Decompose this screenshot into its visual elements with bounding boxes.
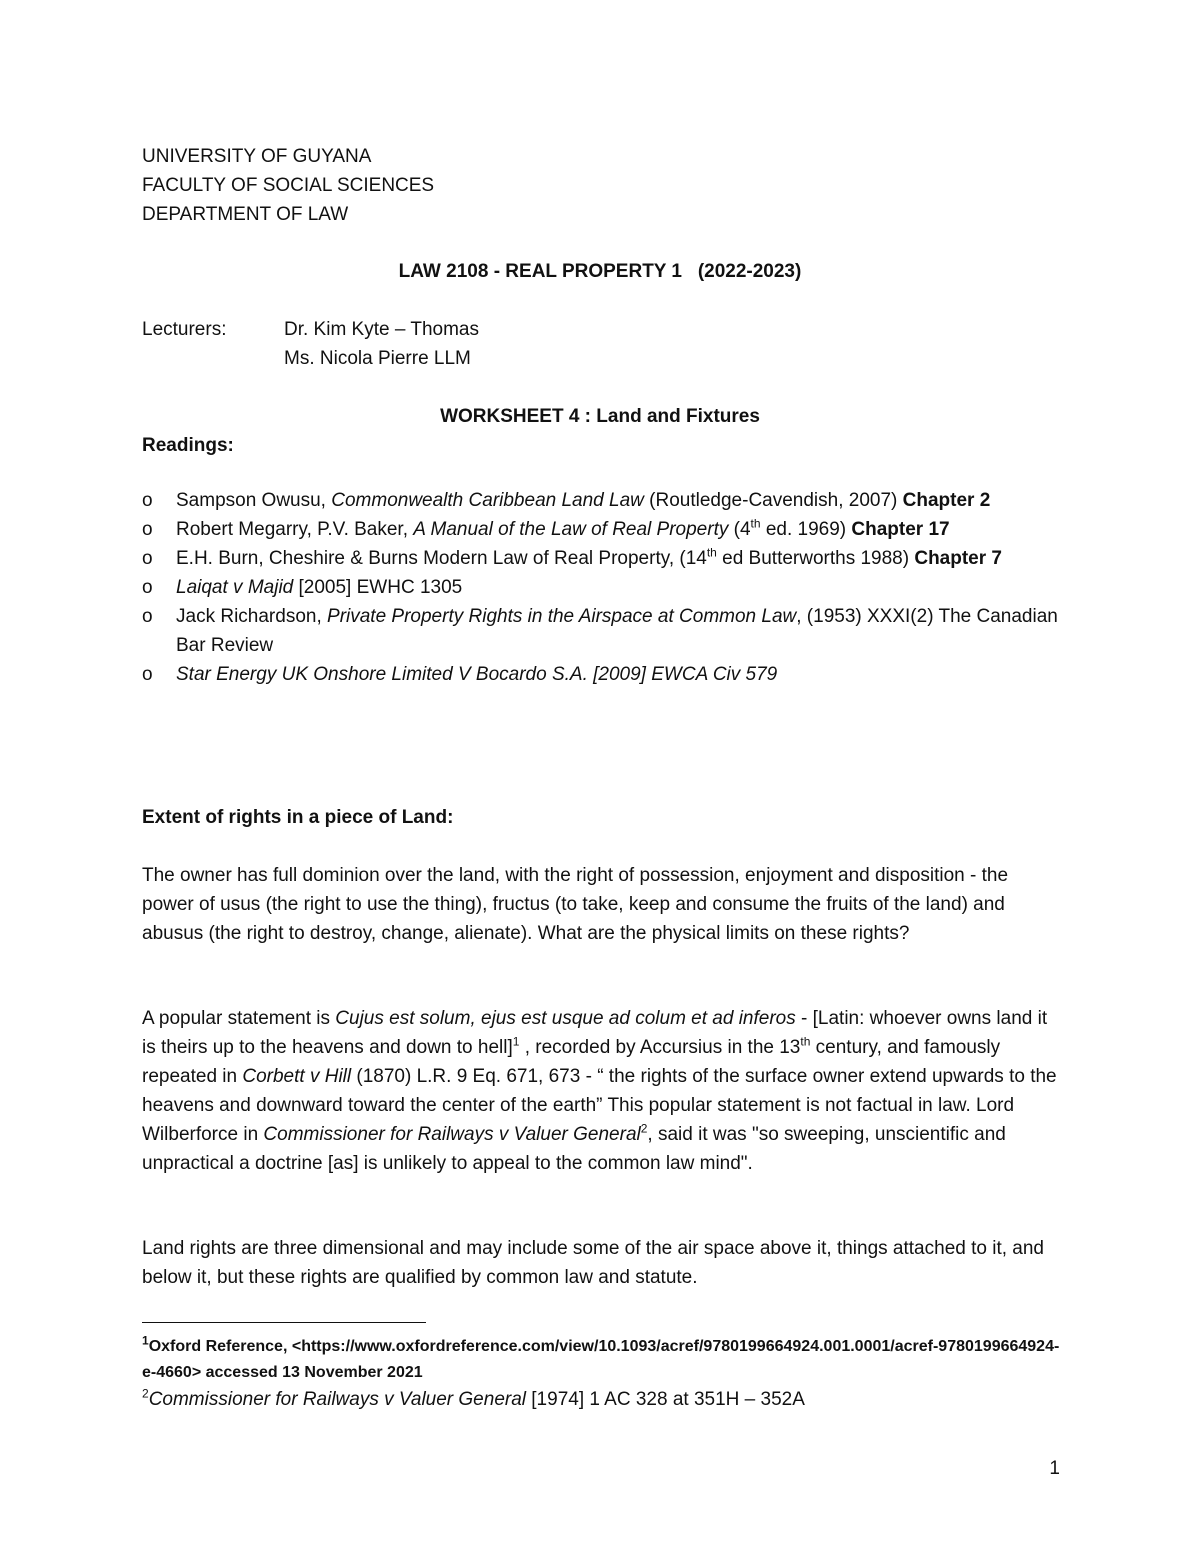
bullet-icon: o	[142, 606, 153, 627]
reading-item	[142, 486, 1062, 515]
readings-list	[142, 486, 1062, 689]
reading-chapter: Chapter 7	[914, 548, 1002, 569]
lecturer-name-1: Dr. Kim Kyte – Thomas	[284, 319, 479, 340]
reading-publisher: ed. 1969)	[760, 519, 852, 540]
bullet-icon: o	[142, 490, 153, 511]
reading-title: Commonwealth Caribbean Land Law	[331, 490, 644, 511]
department-name: DEPARTMENT OF LAW	[142, 204, 349, 225]
reading-edition: (4	[728, 519, 751, 540]
reading-publisher: (Routledge-Cavendish, 2007)	[643, 490, 903, 511]
reading-author: E.H. Burn, Cheshire & Burns Modern Law of Real Property, (14	[176, 548, 707, 569]
reading-title: Private Property Rights in the Airspace at Common Law	[327, 606, 797, 627]
paragraph-dominion: The owner has full dominion over the land, with the right of possession, enjoyment and disposition - the power of usus (the right to use the thing), fructus (to take, keep and consume the fruits of the land) and abusus (the right to destroy, change, alienate). What are the physical limits on these rights?	[142, 865, 1009, 944]
reading-item	[142, 602, 1062, 660]
reading-item	[142, 573, 1062, 602]
reading-item	[142, 660, 1062, 689]
reading-chapter: Chapter 17	[851, 519, 950, 540]
footnote-1	[142, 1334, 1062, 1386]
bullet-icon: o	[142, 577, 153, 598]
bullet-icon: o	[142, 519, 153, 540]
worksheet-title: WORKSHEET 4 : Land and Fixtures	[440, 406, 760, 427]
reading-journal: , (1953) XXXI(2) The Canadian Bar Review	[176, 606, 1058, 656]
bullet-icon: o	[142, 548, 153, 569]
latin-maxim: Cujus est solum, ejus est usque ad colum et ad inferos	[335, 1008, 796, 1029]
reading-citation: [2005] EWHC 1305	[293, 577, 463, 598]
reading-chapter: Chapter 2	[902, 490, 991, 511]
case-commissioner-for-railways: Commissioner for Railways v Valuer General	[263, 1124, 641, 1145]
reading-author: Jack Richardson,	[176, 606, 328, 627]
reading-author: Robert Megarry, P.V. Baker,	[176, 519, 414, 540]
reading-title: A Manual of the Law of Real Property	[413, 519, 729, 540]
reading-case-name: Star Energy UK Onshore Limited V Bocardo S.A. [2009] EWCA Civ 579	[176, 664, 778, 685]
reading-ordinal: th	[706, 545, 717, 560]
reading-item	[142, 544, 1062, 573]
footnote-case-name: Commissioner for Railways v Valuer General	[148, 1389, 526, 1410]
readings-heading: Readings:	[142, 435, 234, 456]
footnote-text: Oxford Reference, <https://www.oxfordreference.com/view/10.1093/acref/9780199664924.001.0001/acref-9780199664924-e-4660> accessed 13 November 2021	[142, 1338, 1060, 1381]
reading-item	[142, 515, 1062, 544]
section-heading: Extent of rights in a piece of Land:	[142, 807, 454, 828]
paragraph-three-dimensional: Land rights are three dimensional and may include some of the air space above it, things attached to it, and below it, but these rights are qualified by common law and statute.	[142, 1238, 1044, 1288]
footnote-mark: 1	[142, 1333, 149, 1348]
footnote-2	[142, 1385, 1062, 1414]
paragraph-cujus-est-solum: A popular statement is Cujus est solum, ejus est usque ad colum et ad inferos - [Latin: whoever owns land it is theirs up to the heavens and down to hell]$^1$ , recorded by Accursius in the 13th century, and famously repeated in Corbett v Hill (1870) L.R. 9 Eq. 671, 673 - “ the rights of the surface owner extend upwards to the heavens and downward toward the center of the earth” This popular statement is not factual in law. Lord Wilberforce in Commissioner for Railways v Valuer General$^2$, said it was "so sweeping, unscientific and unpractical a doctrine [as] is unlikely to appeal to the common law mind".	[142, 1008, 1057, 1174]
faculty-name: FACULTY OF SOCIAL SCIENCES	[142, 175, 435, 196]
footnote-mark: 2	[142, 1386, 149, 1401]
footnote-ref-2[interactable]: 2	[640, 1121, 648, 1136]
footnote-ref-1[interactable]: 1	[512, 1034, 520, 1049]
reading-publisher: ed Butterworths 1988)	[716, 548, 915, 569]
footnote-divider	[142, 1322, 426, 1323]
lecturer-name-2: Ms. Nicola Pierre LLM	[284, 348, 471, 369]
footnote-text: [1974] 1 AC 328 at 351H – 352A	[526, 1389, 805, 1410]
lecturers-label: Lecturers:	[142, 319, 227, 340]
reading-case-name: Laiqat v Majid	[176, 577, 294, 598]
reading-author: Sampson Owusu,	[176, 490, 332, 511]
case-corbett-v-hill: Corbett v Hill	[242, 1066, 352, 1087]
bullet-icon: o	[142, 664, 153, 685]
page-number: 1	[1049, 1458, 1060, 1479]
reading-ordinal: th	[750, 516, 761, 531]
course-title: LAW 2108 - REAL PROPERTY 1 (2022-2023)	[398, 261, 802, 282]
university-name: UNIVERSITY OF GUYANA	[142, 146, 372, 167]
